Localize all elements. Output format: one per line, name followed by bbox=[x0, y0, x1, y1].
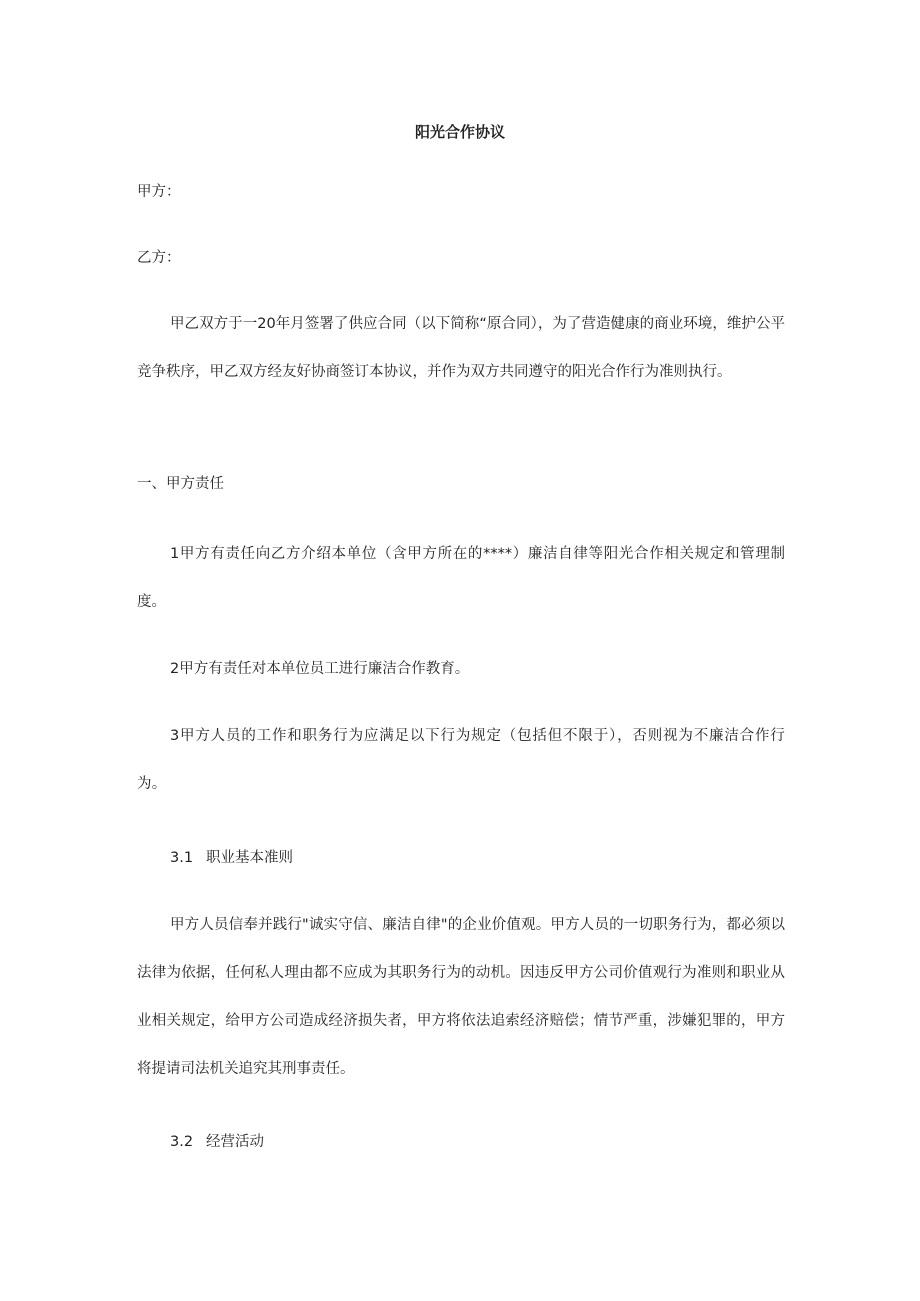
subsection-label: 经营活动 bbox=[206, 1134, 264, 1150]
clause-1: 1甲方有责任向乙方介绍本单位（含甲方所在的****）廉洁自律等阳光合作相关规定和管理制度。 bbox=[137, 546, 785, 610]
document-title: 阳光合作协议 bbox=[414, 123, 505, 141]
subsection-3-2-heading bbox=[170, 1130, 264, 1154]
section-1-heading: 一、甲方责任 bbox=[137, 476, 224, 492]
clause-3: 3甲方人员的工作和职务行为应满足以下行为规定（包括但不限于），否则视为不廉洁合作行为。 bbox=[137, 728, 785, 792]
party-a-label: 甲方： bbox=[137, 184, 181, 200]
subsection-number: 3.2 bbox=[170, 1134, 194, 1150]
intro-paragraph: 甲乙双方于一20年月签署了供应合同（以下简称“原合同），为了营造健康的商业环境，维护公平竞争秩序，甲乙双方经友好协商签订本协议，并作为双方共同遵守的阳光合作行为准则执行。 bbox=[137, 316, 785, 380]
subsection-3-1-heading bbox=[170, 846, 293, 870]
clause-2: 2甲方有责任对本单位员工进行廉洁合作教育。 bbox=[170, 661, 470, 677]
party-b-label: 乙方： bbox=[137, 250, 181, 266]
subsection-number: 3.1 bbox=[170, 850, 194, 866]
subsection-label: 职业基本准则 bbox=[206, 850, 293, 866]
subsection-3-1-body: 甲方人员信奉并践行"诚实守信、廉洁自律"的企业价值观。甲方人员的一切职务行为，都必须以法律为依据，任何私人理由都不应成为其职务行为的动机。因违反甲方公司价值观行为准则和职业从业相关规定，给甲方公司造成经济损失者，甲方将依法追索经济赔偿；情节严重，涉嫌犯罪的，甲方将提请司法机关追究其刑事责任。 bbox=[137, 917, 785, 1077]
